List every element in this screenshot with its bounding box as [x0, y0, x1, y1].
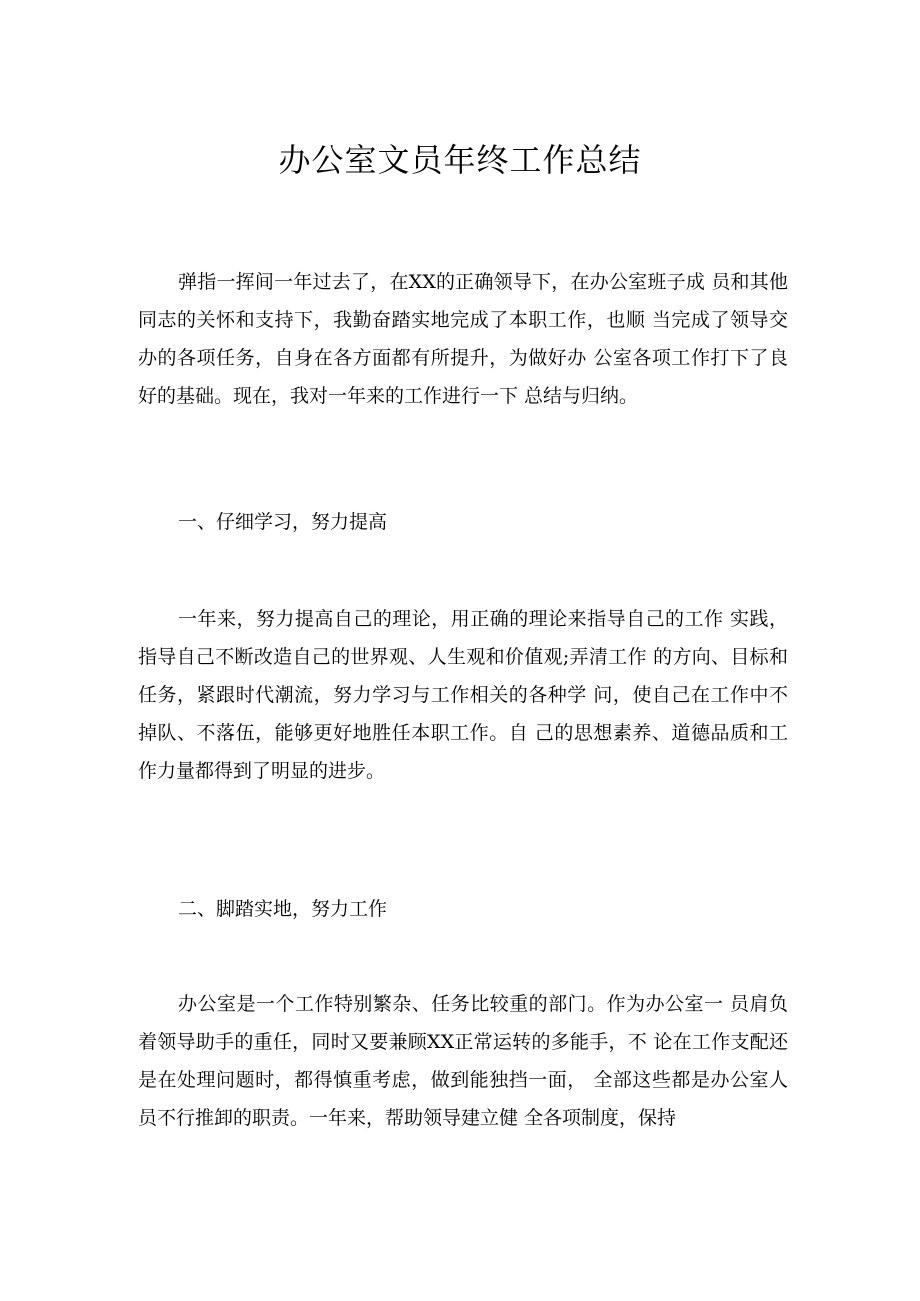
document-title: 办公室文员年终工作总结 [278, 141, 642, 179]
section-heading-2: 二、脚踏实地，努力工作 [178, 898, 388, 920]
section-2-paragraph: 办公室是一个工作特别繁杂、任务比较重的部门。作为办公室一 员肩负着领导助手的重任，同时又要兼顾XX正常运转的多能手，不 论在工作支配还是在处理问题时，都得慎重考虑，做到能独挡一面， 全部这些都是办公室人员不行推卸的职责。一年来，帮助领导建立健 全各项制度，保持 [138, 993, 788, 1129]
section-heading-1: 一、仔细学习，努力提高 [178, 511, 388, 533]
intro-paragraph: 弹指一挥间一年过去了，在XX的正确领导下，在办公室班子成 员和其他同志的关怀和支持下，我勤奋踏实地完成了本职工作，也顺 当完成了领导交办的各项任务，自身在各方面都有所提升，为做好办 公室各项工作打下了良好的基础。现在，我对一年来的工作进行一下 总结与归纳。 [138, 271, 788, 407]
section-1-paragraph: 一年来，努力提高自己的理论，用正确的理论来指导自己的工作 实践，指导自己不断改造自己的世界观、人生观和价值观;弄清工作 的方向、目标和任务，紧跟时代潮流，努力学习与工作相关的各种学 问，使自己在工作中不掉队、不落伍，能够更好地胜任本职工作。自 己的思想素养、道德品质和工作力量都得到了明显的进步。 [138, 608, 788, 782]
